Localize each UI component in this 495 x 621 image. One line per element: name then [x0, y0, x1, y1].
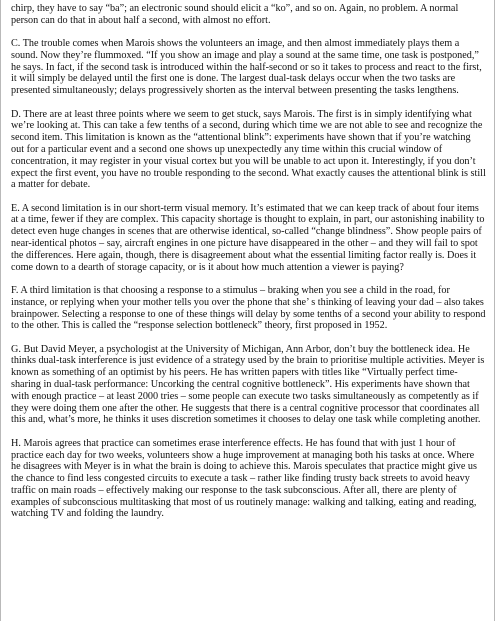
paragraph-d: D. There are at least three points where we seem to get stuck, says Marois. The first is in simply identifying what we’re looking at. This can take a few tenths of a second, during which time we are not able to see and recognize the second item. This limitation is known as the “attentional blink”: experiments have shown that if you’re watching out for a particular event and a second one shows up unexpectedly any time within this crucial window of concentration, it may register in your visual cortex but you will be unable to act upon it. Interestingly, if you don’t expect the first event, you have no trouble responding to the second. What exactly causes the attentional blink is still a matter for debate. — [11, 108, 486, 191]
paragraph-c: C. The trouble comes when Marois shows the volunteers an image, and then almost immediately plays them a sound. Now they’re flummoxed. “If you show an image and play a sound at the same time, one task is postponed,” he says. In fact, if the second task is introduced within the half-second or so it takes to process and react to the first, it will simply be delayed until the first one is done. The largest dual-task delays occur when the two tasks are presented simultaneously; delays progressively shorten as the interval between presenting the tasks lengthens. — [11, 38, 482, 97]
paragraph-e: E. A second limitation is in our short-term visual memory. It’s estimated that we can keep track of about four items at a time, fewer if they are complex. This capacity shortage is thought to explain, in part, our astonishing inability to detect even huge changes in scenes that are otherwise identical, so-called “change blindness”. Show people pairs of near-identical photos – say, aircraft engines in one picture have disappeared in the other – and they will fail to spot the differences. Here again, though, there is disagreement about what the essential limiting factor really is. Does it come down to a dearth of storage capacity, or is it about how much attention a viewer is paying? — [11, 202, 485, 273]
paragraph-f: F. A third limitation is that choosing a response to a stimulus – braking when you see a child in the road, for instance, or replying when your mother tells you over the phone that she’ s thinking of leaving your dad – also takes brainpower. Selecting a response to one of these things will delay by some tenths of a second your ability to respond to the other. This is called the “response selection bottleneck” theory, first proposed in 1952. — [11, 284, 486, 332]
paragraph-g: G. But David Meyer, a psychologist at the University of Michigan, Ann Arbor, don’t buy the bottleneck idea. He thinks dual-task interference is just evidence of a strategy used by the brain to prioritise multiple activities. Meyer is known as something of an optimist by his peers. He has written papers with titles like “Virtually perfect time-sharing in dual-task performance: Uncorking the central cognitive bottleneck”. His experiments have shown that with enough practice – at least 2000 tries – some people can execute two tasks simultaneously as competently as if they were doing them one after the other. He suggests that there is a central cognitive processor that coordinates all this and, what’s more, he thinks it uses discretion sometimes it chooses to delay one task while completing another. — [11, 343, 485, 426]
paragraph-b-continuation: chirp, they have to say “ba”; an electronic sound should elicit a “ko”, and so on. Again, no problem. A normal person can do that in about half a second, with almost no effort. — [11, 3, 459, 26]
paragraph-h: H. Marois agrees that practice can sometimes erase interference effects. He has found that with just 1 hour of practice each day for two weeks, volunteers show a huge improvement at managing both his tasks at once. Where he disagrees with Meyer is in what the brain is doing to achieve this. Marois speculates that practice might give us the chance to find less congested circuits to execute a task – rather like finding trusty back streets to avoid heavy traffic on main roads – effectively making our response to the task subconscious. After all, there are plenty of examples of subconscious multitasking that most of us routinely manage: walking and talking, eating and reading, watching TV and folding the laundry. — [11, 437, 477, 520]
